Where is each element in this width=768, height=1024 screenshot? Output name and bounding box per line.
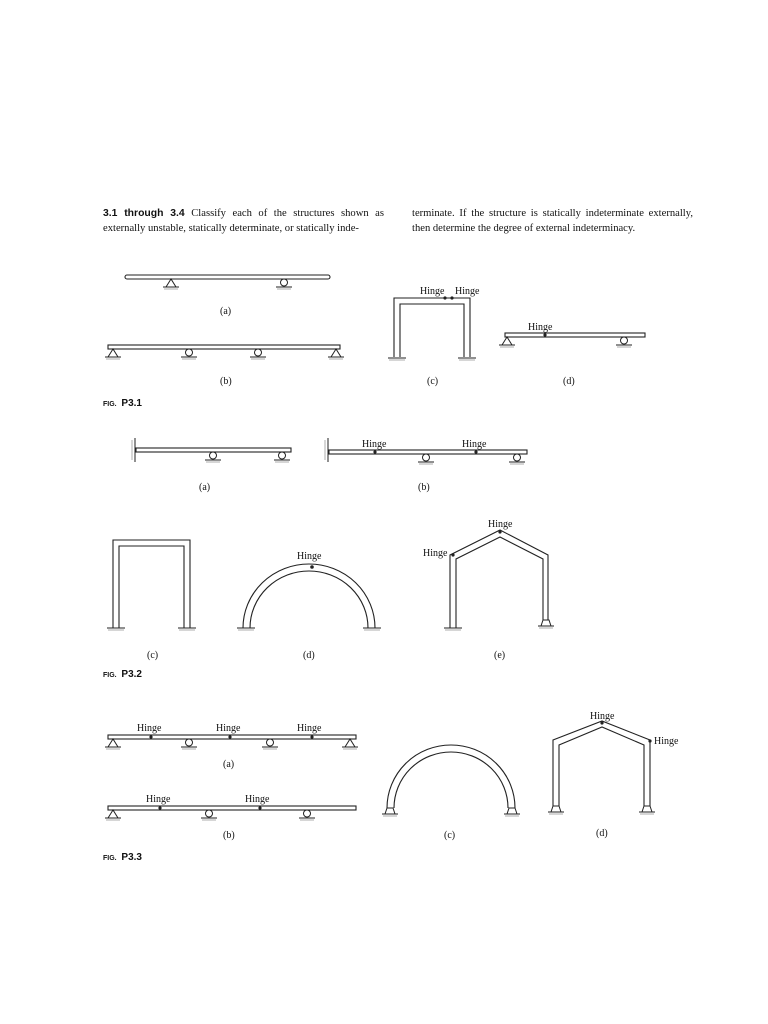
- p31-a-label: (a): [220, 306, 232, 317]
- fig-p3-1-prefix: FIG.: [103, 401, 117, 408]
- problem-number: 3.1 through 3.4: [103, 208, 185, 219]
- problem-text-left-body: Classify each of the structures shown as externally unstable, statically determinate, or statically inde-: [103, 208, 385, 234]
- p33-d-hinge-right: Hinge: [654, 736, 679, 747]
- p31-d-beam: [499, 333, 645, 347]
- p32-d-arch: [237, 564, 381, 630]
- p33-a-hinge-3: Hinge: [297, 723, 322, 734]
- p31-c-hinge-1: Hinge: [420, 286, 445, 297]
- fig-p3-2: [103, 438, 554, 680]
- p32-d-hinge: Hinge: [297, 551, 322, 562]
- p33-d-frame: [548, 721, 655, 814]
- fig-p3-3-number: P3.3: [121, 852, 142, 863]
- p33-d-hinge-top: Hinge: [590, 711, 615, 722]
- p32-c-label: (c): [147, 650, 159, 661]
- fig-p3-3-caption: [103, 852, 142, 863]
- fig-p3-3-prefix: FIG.: [103, 855, 117, 862]
- fig-p3-1: [103, 275, 645, 409]
- p33-d-label: (d): [596, 828, 608, 839]
- p31-c-frame: [388, 296, 476, 360]
- p32-e-label: (e): [494, 650, 506, 661]
- fig-p3-1-caption: [103, 398, 142, 409]
- p31-c-hinge-2: Hinge: [455, 286, 480, 297]
- p32-d-label: (d): [303, 650, 315, 661]
- p32-b-label: (b): [418, 482, 430, 493]
- p33-b-hinge-2: Hinge: [245, 794, 270, 805]
- p31-d-label: (d): [563, 376, 575, 387]
- p32-b-hinge-2: Hinge: [462, 439, 487, 450]
- p33-c-label: (c): [444, 830, 456, 841]
- p33-b-hinge-1: Hinge: [146, 794, 171, 805]
- fig-p3-2-number: P3.2: [121, 669, 142, 680]
- p32-a-beam: [132, 438, 291, 462]
- problem-text-right-body: terminate. If the structure is statically indeterminate externally, then determine the degree of external indeterminacy.: [412, 208, 693, 234]
- p33-a-label: (a): [223, 759, 235, 770]
- fig-p3-3: [103, 711, 679, 863]
- p32-b-hinge-1: Hinge: [362, 439, 387, 450]
- p33-b-beam: [105, 806, 356, 820]
- p31-c-label: (c): [427, 376, 439, 387]
- p33-a-hinge-2: Hinge: [216, 723, 241, 734]
- p32-e-frame: [444, 530, 554, 630]
- p33-c-arch: [382, 745, 520, 816]
- p33-a-beam: [105, 735, 358, 749]
- p32-c-frame: [107, 540, 196, 630]
- p32-a-label: (a): [199, 482, 211, 493]
- fig-p3-2-caption: [103, 669, 142, 680]
- p31-b-beam: [105, 345, 344, 359]
- p32-b-beam: [325, 438, 527, 464]
- p33-a-hinge-1: Hinge: [137, 723, 162, 734]
- fig-p3-2-prefix: FIG.: [103, 672, 117, 679]
- p31-d-hinge: Hinge: [528, 322, 553, 333]
- p32-e-hinge-top: Hinge: [488, 519, 513, 530]
- p32-e-hinge-left: Hinge: [423, 548, 448, 559]
- fig-p3-1-number: P3.1: [121, 398, 142, 409]
- p33-b-label: (b): [223, 830, 235, 841]
- p31-a-beam: [125, 275, 330, 289]
- p31-b-label: (b): [220, 376, 232, 387]
